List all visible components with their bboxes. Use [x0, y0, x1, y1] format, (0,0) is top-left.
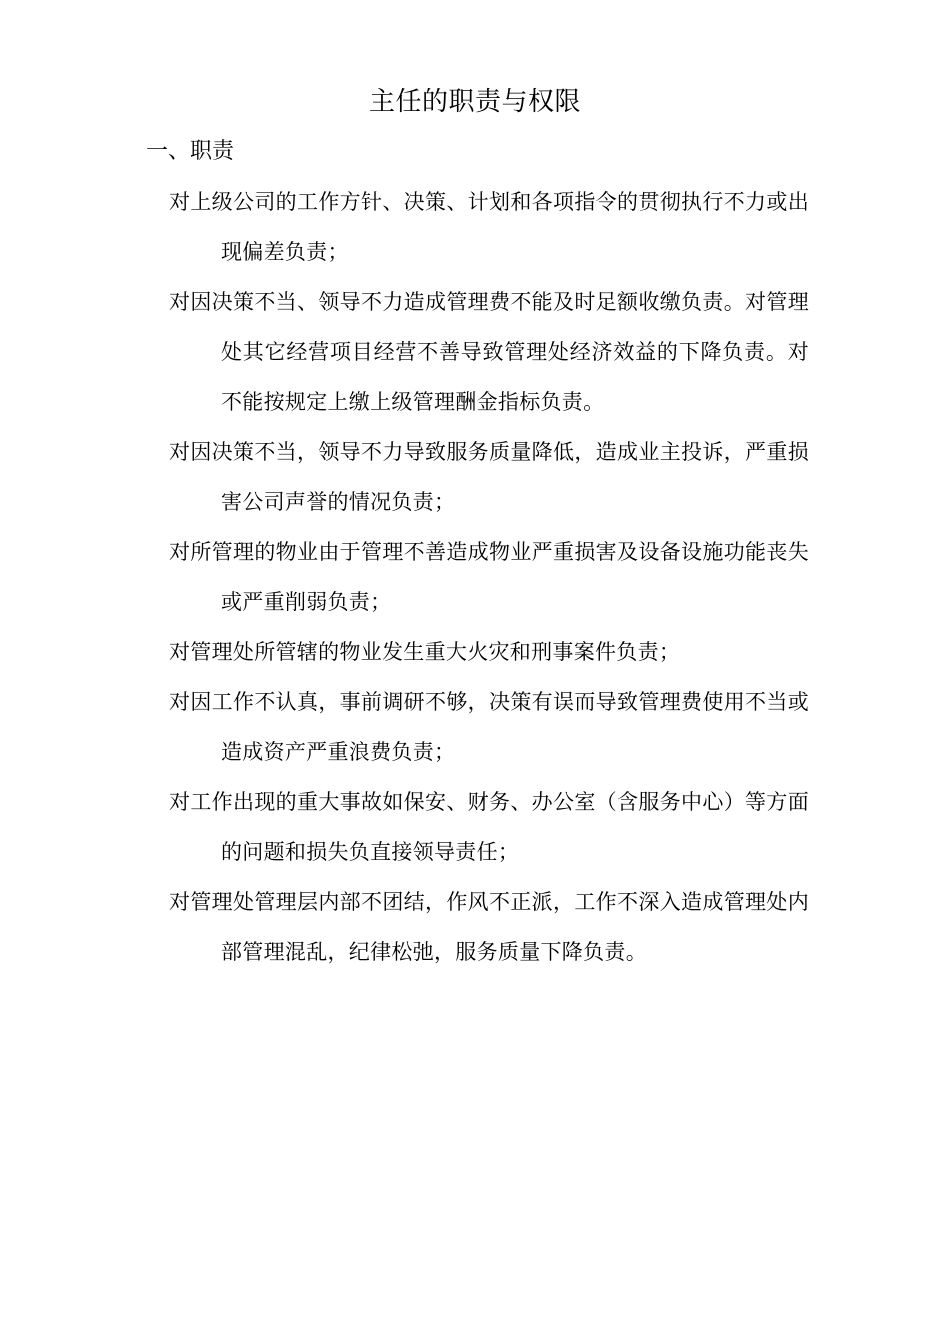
duty-item: 对所管理的物业由于管理不善造成物业严重损害及设备设施功能丧失或严重削弱负责； — [169, 540, 809, 614]
page-title: 主任的职责与权限 — [368, 87, 581, 117]
duty-item: 对因决策不当、领导不力造成管理费不能及时足额收缴负责。对管理处其它经营项目经营不善导致管理处经济效益的下降负责。对不能按规定上缴上级管理酬金指标负责。 — [169, 290, 809, 414]
duties-list — [169, 177, 809, 977]
duty-item: 对因决策不当，领导不力导致服务质量降低，造成业主投诉，严重损害公司声誉的情况负责； — [169, 440, 809, 514]
duty-item: 对管理处管理层内部不团结，作风不正派，工作不深入造成管理处内部管理混乱，纪律松弛，服务质量下降负责。 — [169, 890, 809, 964]
section-heading-duties: 一、职责 — [146, 139, 235, 164]
duty-item: 对上级公司的工作方针、决策、计划和各项指令的贯彻执行不力或出现偏差负责； — [169, 190, 809, 264]
duty-item: 对管理处所管辖的物业发生重大火灾和刑事案件负责； — [169, 640, 681, 664]
duty-item: 对因工作不认真，事前调研不够，决策有误而导致管理费使用不当或造成资产严重浪费负责； — [169, 690, 809, 764]
duty-item: 对工作出现的重大事故如保安、财务、办公室（含服务中心）等方面的问题和损失负直接领导责任； — [169, 790, 809, 864]
